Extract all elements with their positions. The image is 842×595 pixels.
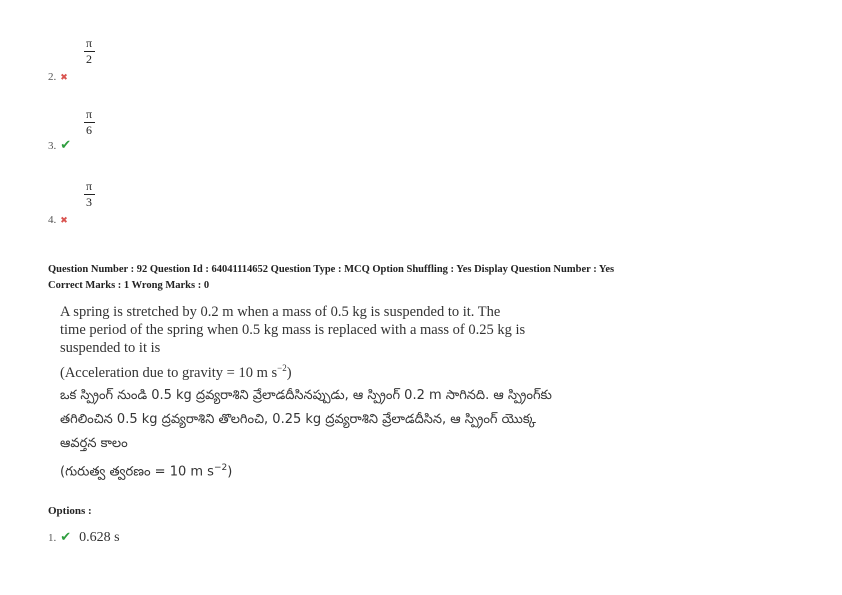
- question-meta-line1: Question Number : 92 Question Id : 64041114652 Question Type : MCQ Option Shuffling : Yes Display Question Number : Yes: [48, 264, 615, 275]
- option-3-fraction: [83, 108, 95, 136]
- fraction-denominator: 2: [86, 52, 92, 66]
- cross-icon: ✖: [60, 216, 68, 226]
- option-number: 1.: [48, 532, 57, 544]
- option-3-row: [48, 136, 71, 154]
- cross-icon: ✖: [60, 73, 68, 83]
- question-line: [60, 459, 552, 481]
- question-line: [60, 359, 525, 382]
- fraction-denominator: 6: [86, 123, 92, 137]
- gravity-text: (Acceleration due to gravity = 10 m s: [60, 364, 278, 381]
- question-text-english: [60, 303, 525, 382]
- option-4-fraction: [83, 180, 95, 208]
- check-icon: ✔: [60, 530, 72, 545]
- options-heading: Options :: [48, 505, 92, 517]
- exponent: −2: [213, 463, 228, 473]
- fraction-numerator: π: [85, 107, 93, 121]
- option-1-row: [48, 528, 120, 547]
- fraction-denominator: 3: [86, 195, 92, 209]
- option-text: 0.628 s: [79, 530, 120, 545]
- option-4-row: [48, 210, 68, 228]
- question-text-telugu: [60, 387, 552, 481]
- option-2-row: [48, 67, 68, 85]
- option-number: 3.: [48, 140, 57, 152]
- option-number: 2.: [48, 71, 57, 83]
- closing-paren: ): [227, 464, 233, 480]
- question-line: A spring is stretched by 0.2 m when a mass of 0.5 kg is suspended to it. The: [60, 304, 501, 320]
- option-2-fraction: [83, 37, 95, 65]
- question-line: తగిలించిన 0.5 kg ద్రవ్యరాశిని తొలగించి, 0.25 kg ద్రవ్యరాశిని వ్రేలాడదీసిన, ఆ స్ప్రింగ్ యొక్క: [60, 412, 536, 427]
- fraction-numerator: π: [85, 179, 93, 193]
- closing-paren: ): [286, 364, 292, 381]
- question-line: suspended to it is: [60, 340, 161, 356]
- question-line: ఆవర్తన కాలం: [60, 436, 128, 451]
- option-number: 4.: [48, 214, 57, 226]
- check-icon: ✔: [60, 138, 72, 153]
- question-line: time period of the spring when 0.5 kg mass is replaced with a mass of 0.25 kg is: [60, 322, 526, 338]
- exponent: −2: [277, 363, 287, 373]
- gravity-text: (గురుత్వ త్వరణం = 10 m s: [60, 464, 214, 480]
- fraction-numerator: π: [85, 36, 93, 50]
- question-line: ఒక స్ప్రింగ్ నుండి 0.5 kg ద్రవ్యరాశిని వ్రేలాడదీసినప్పుడు, ఆ స్ప్రింగ్ 0.2 m సాగినది. ఆ స్ప్రింగ్‌కు: [60, 388, 552, 403]
- question-meta-line2: Correct Marks : 1 Wrong Marks : 0: [48, 280, 210, 291]
